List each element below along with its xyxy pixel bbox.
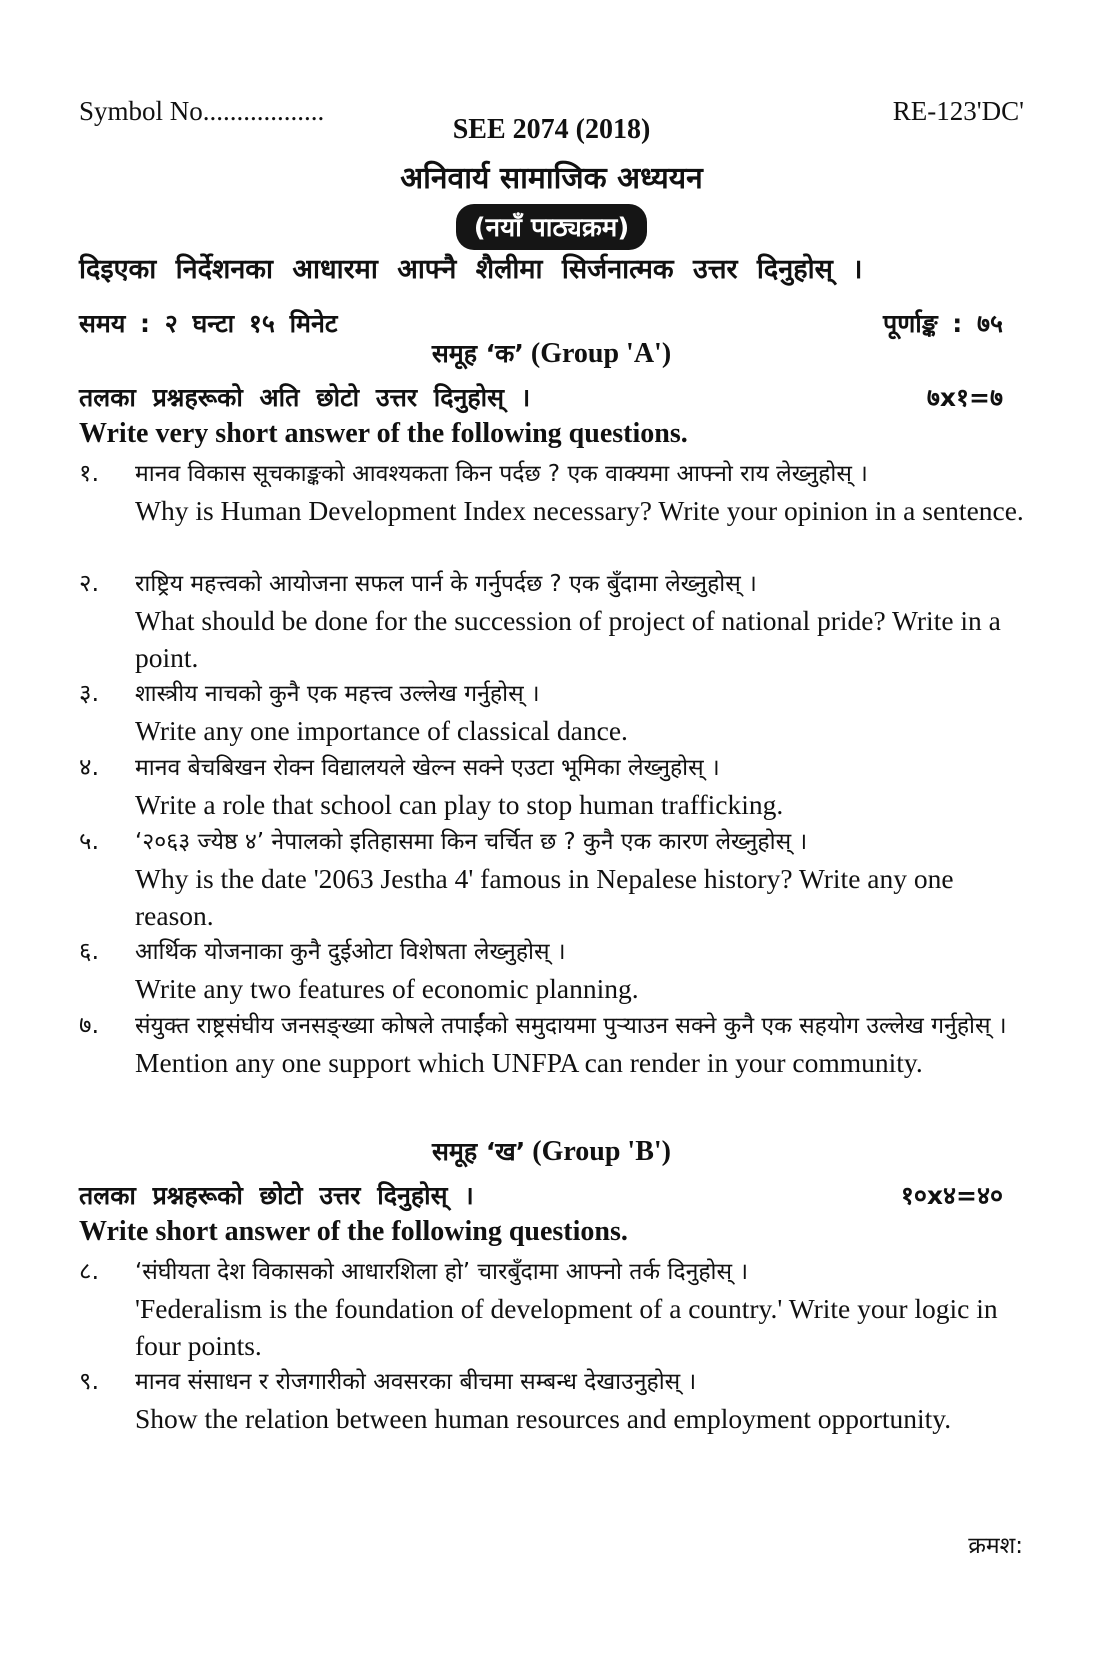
question-7 [79,1008,1024,1081]
group-a-title [0,336,1103,370]
time-allowed: समय : २ घन्टा १५ मिनेट [79,309,338,338]
question-text-ne: आर्थिक योजनाका कुनै दुईओटा विशेषता लेख्नुहोस् । [135,939,566,965]
question-text-ne: ‘२०६३ ज्येष्ठ ४’ नेपालको इतिहासमा किन चर्चित छ ? कुनै एक कारण लेख्नुहोस् । [135,829,808,855]
question-5 [79,824,1024,934]
question-text-ne: संयुक्त राष्ट्रसंघीय जनसङ्ख्या कोषले तपाईंको समुदायमा पुऱ्याउन सक्ने कुनै एक सहयोग उल्लेख गर्नुहोस् । [135,1013,1007,1039]
question-number: ६. [79,937,100,965]
general-instruction: दिइएका निर्देशनका आधारमा आफ्नै शैलीमा सिर्जनात्मक उत्तर दिनुहोस् । [79,254,863,285]
group-a-instruction-en: Write very short answer of the following questions. [79,418,688,449]
question-number: २. [79,569,100,597]
question-text-en: Write any one importance of classical dance. [135,715,628,746]
question-text-ne: शास्त्रीय नाचको कुनै एक महत्त्व उल्लेख गर्नुहोस् । [135,681,540,707]
question-number: ९. [79,1367,100,1395]
group-b-instruction-en: Write short answer of the following questions. [79,1216,628,1247]
question-8 [79,1254,1024,1364]
group-a-title-ne: समूह ‘क’ [431,339,524,368]
question-4 [79,750,1024,823]
continued-note: क्रमश: [968,1533,1023,1559]
group-a-instruction-ne: तलका प्रश्नहरूको अति छोटो उत्तर दिनुहोस् । [79,383,531,412]
question-text-en: Show the relation between human resources and employment opportunity. [135,1403,952,1434]
subject-title: अनिवार्य सामाजिक अध्ययन [400,161,703,196]
question-2 [79,566,1024,676]
question-text-ne: मानव संसाधन र रोजगारीको अवसरका बीचमा सम्बन्ध देखाउनुहोस् । [135,1369,697,1395]
question-number: ८. [79,1257,100,1285]
group-b-instruction-ne: तलका प्रश्नहरूको छोटो उत्तर दिनुहोस् । [79,1181,474,1210]
group-a-marks: ७x१=७ [926,383,1003,412]
question-text-en: Why is Human Development Index necessary? Write your opinion in a sentence. [135,495,1024,526]
question-text-en: Mention any one support which UNFPA can render in your community. [135,1047,923,1078]
question-text-en: 'Federalism is the foundation of development of a country.' Write your logic in four points. [135,1293,998,1361]
group-b-title [0,1134,1103,1168]
symbol-number: Symbol No.................. [79,96,325,126]
question-number: ७. [79,1011,100,1039]
question-3 [79,676,1024,749]
question-text-ne: ‘संघीयता देश विकासको आधारशिला हो’ चारबुँदामा आफ्नो तर्क दिनुहोस् । [135,1259,749,1285]
question-text-en: What should be done for the succession of project of national pride? Write in a point. [135,605,1001,673]
group-b-title-ne: समूह ‘ख’ [431,1137,526,1166]
question-number: ३. [79,679,100,707]
group-b-marks: १०x४=४० [900,1181,1003,1210]
question-text-ne: मानव बेचबिखन रोक्न विद्यालयले खेल्न सक्ने एउटा भूमिका लेख्नुहोस् । [135,755,720,781]
exam-title: SEE 2074 (2018) [452,114,651,145]
question-text-en: Why is the date '2063 Jestha 4' famous in Nepalese history? Write any one reason. [135,863,954,931]
group-a-title-en: (Group 'A') [530,338,672,369]
question-number: ४. [79,753,100,781]
curriculum-badge: (नयाँ पाठ्यक्रम) [456,204,647,250]
curriculum-badge-wrap [0,204,1103,250]
full-marks: पूर्णाङ्क : ७५ [883,309,1003,338]
question-1 [79,456,1024,529]
question-number: ५. [79,827,100,855]
question-text-en: Write a role that school can play to stop human trafficking. [135,789,784,820]
question-number: १. [79,459,100,487]
question-9 [79,1364,1024,1437]
question-text-ne: मानव विकास सूचकाङ्कको आवश्यकता किन पर्दछ ? एक वाक्यमा आफ्नो राय लेख्नुहोस् । [135,461,868,487]
question-6 [79,934,1024,1007]
question-text-ne: राष्ट्रिय महत्त्वको आयोजना सफल पार्न के गर्नुपर्दछ ? एक बुँदामा लेख्नुहोस् । [135,571,757,597]
question-text-en: Write any two features of economic planning. [135,973,639,1004]
paper-code: RE-123'DC' [892,96,1024,126]
group-b-title-en: (Group 'B') [532,1136,671,1167]
